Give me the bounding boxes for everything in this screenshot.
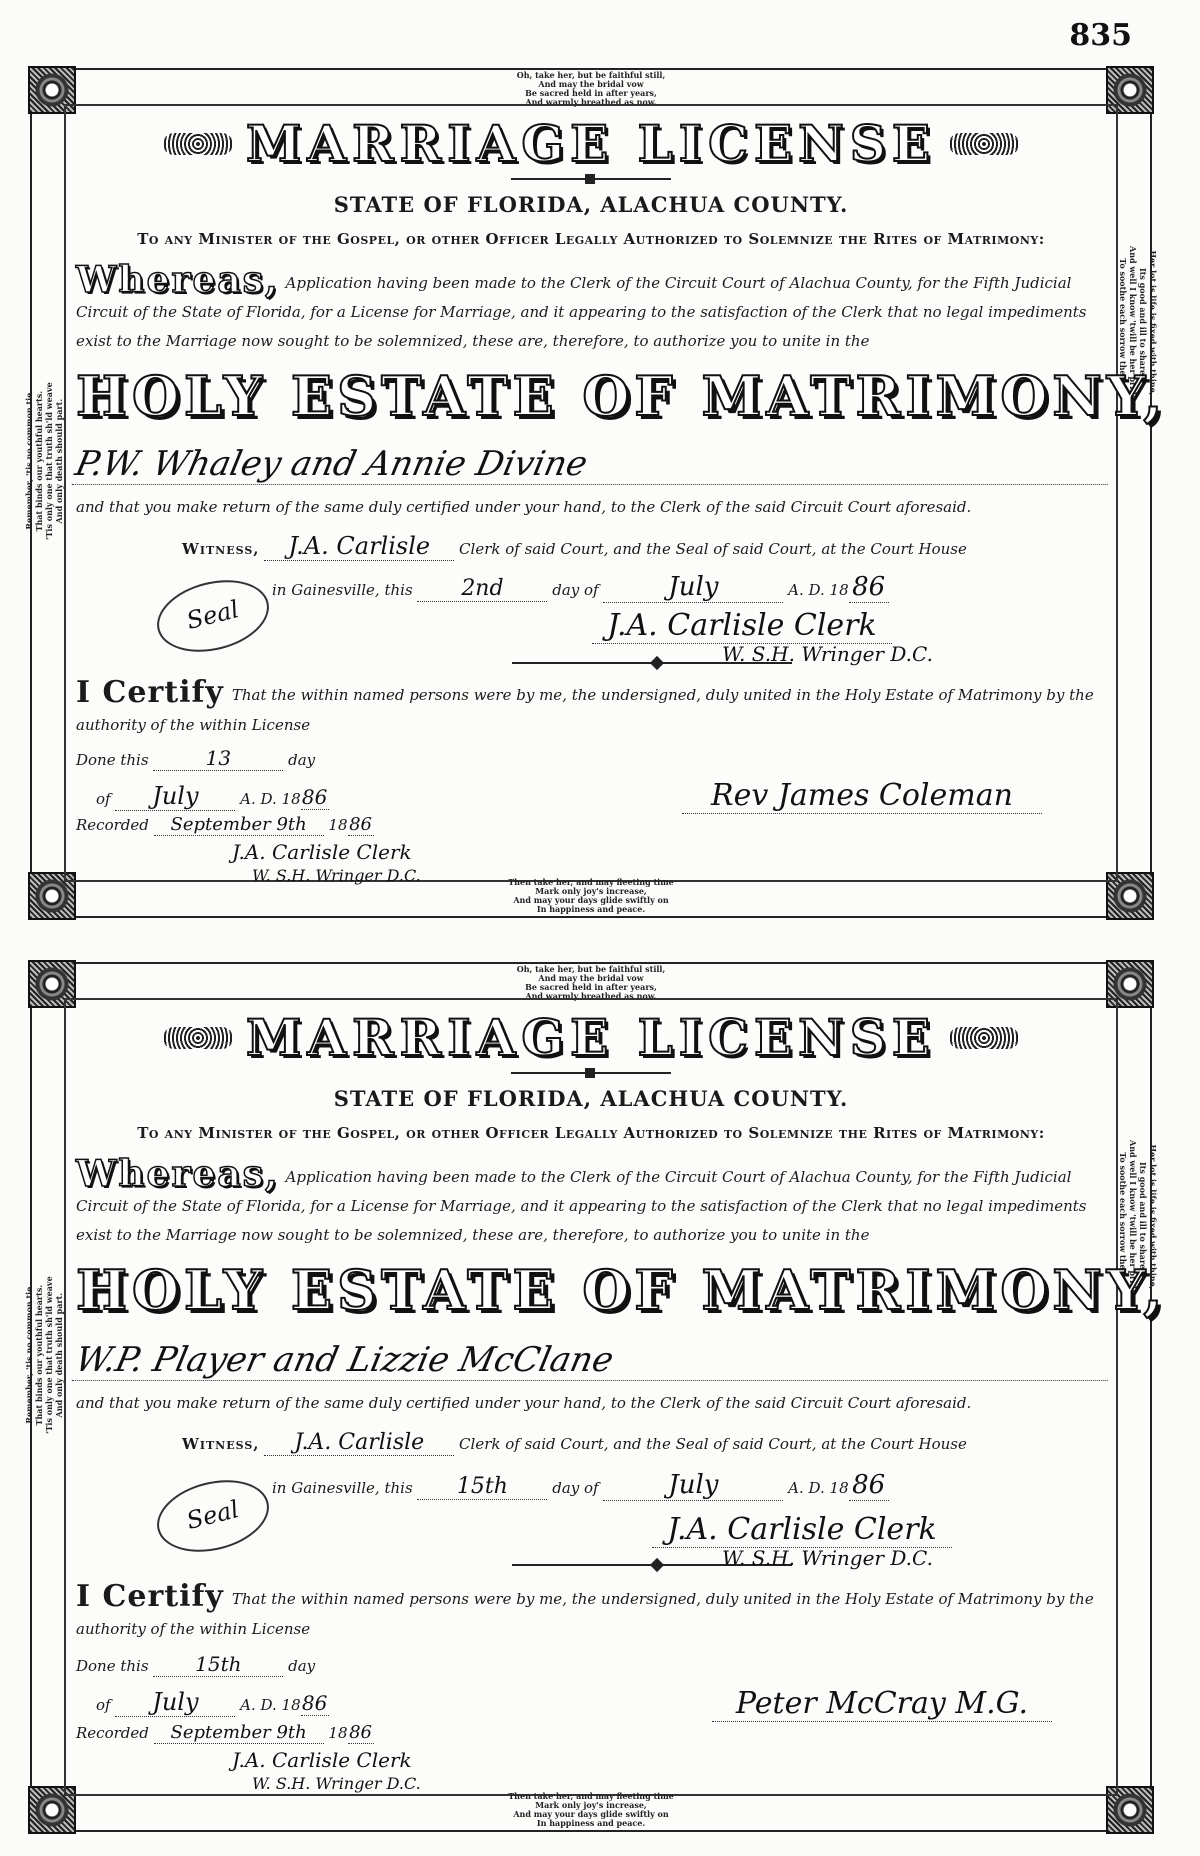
done-label: Done this xyxy=(76,751,149,769)
month-value: July xyxy=(603,1470,783,1501)
recorded-year: 86 xyxy=(349,1722,372,1743)
certify-text: That the within named persons were by me, the undersigned, duly united in the Holy Estate of Matrimony by the authority of the within License xyxy=(76,1590,1094,1638)
return-text: and that you make return of the same duly certified under your hand, to the Clerk of the said Circuit Court aforesaid. xyxy=(76,1394,972,1412)
certify-paragraph xyxy=(76,675,1112,740)
certify-heading: I Certify xyxy=(76,675,224,710)
year-value: 86 xyxy=(849,572,889,603)
certify-text: That the within named persons were by me, the undersigned, duly united in the Holy Estate of Matrimony by the authority of the within License xyxy=(76,686,1094,734)
ad-label: A. D. 18 xyxy=(788,1479,849,1497)
marriage-license xyxy=(24,962,1168,1832)
verse-left: Remember, 'tis no common tie That binds our youthful hearts. 'Tis only one that truth sh'ld weave And only death should part. xyxy=(24,382,64,540)
recorded-label: Recorded xyxy=(76,1724,149,1742)
whereas-heading: Whereas, xyxy=(76,259,280,301)
recorded-label: Recorded xyxy=(76,816,149,834)
recorded-date: September 9th xyxy=(154,1722,324,1744)
court-seal: Seal xyxy=(149,569,276,663)
day-value: 15th xyxy=(417,1474,547,1500)
verse-bottom: Then take her, and may fleeting time Mark only joy's increase, And may your days glide swiftly on In happiness and peace. xyxy=(508,877,674,914)
title-row xyxy=(32,1008,1150,1067)
witness-label: Witness, xyxy=(182,540,260,558)
recorded-row xyxy=(76,1722,374,1744)
done-day: 15th xyxy=(153,1652,283,1677)
witness-row xyxy=(182,532,1112,561)
of-row xyxy=(96,1688,329,1717)
scroll-ornament-icon xyxy=(163,133,233,155)
court-seal: Seal xyxy=(149,1469,276,1563)
officiant-signature: Peter McCray M.G. xyxy=(712,1686,1052,1722)
done-day: 13 xyxy=(153,746,283,771)
done-row xyxy=(76,746,315,771)
done-year: 86 xyxy=(301,1691,328,1715)
deputy-signature: W. S.H. Wringer D.C. xyxy=(722,642,933,666)
title-divider xyxy=(511,178,671,180)
witness-signature: J.A. Carlisle xyxy=(264,1430,454,1456)
title-divider xyxy=(511,1072,671,1074)
recorded-year-prefix: 18 xyxy=(328,816,348,834)
in-city-label: in Gainesville, this xyxy=(272,581,413,599)
done-month: July xyxy=(115,1688,235,1717)
day-value: 2nd xyxy=(417,576,547,602)
month-value: July xyxy=(603,572,783,603)
day-of-label: day of xyxy=(552,1479,599,1497)
done-ad-label: A. D. 18 xyxy=(240,1696,301,1714)
holy-estate-heading: HOLY ESTATE OF MATRIMONY, xyxy=(76,364,1168,428)
day-word: day xyxy=(288,1657,316,1675)
scroll-ornament-icon xyxy=(163,1027,233,1049)
day-word: day xyxy=(288,751,316,769)
done-month: July xyxy=(115,782,235,811)
return-text: and that you make return of the same duly certified under your hand, to the Clerk of the said Circuit Court aforesaid. xyxy=(76,498,972,516)
marriage-license xyxy=(24,68,1168,918)
recorded-deputy-signature: W. S.H. Wringer D.C. xyxy=(252,866,421,885)
done-year: 86 xyxy=(301,785,328,809)
recorded-clerk-signature: J.A. Carlisle Clerk xyxy=(232,840,412,864)
recorded-row xyxy=(76,814,374,836)
recorded-year-prefix: 18 xyxy=(328,1724,348,1742)
of-label: of xyxy=(96,1696,111,1714)
clerk-signature: J.A. Carlisle Clerk xyxy=(652,1512,952,1548)
verse-top: Oh, take her, but be faithful still, And may the bridal vow Be sacred held in after years, And warmly breathed as now. xyxy=(516,964,666,1001)
whereas-text: Application having been made to the Clerk of the Circuit Court of Alachua County, for the Fifth Judicial Circuit of the State of Florida, for a License for Marriage, and it appearing to the satisfaction of the Clerk that no legal impediments exist to the Marriage now sought to be solemnized, these are, therefore, to authorize you to unite in the xyxy=(76,1168,1087,1244)
recorded-date: September 9th xyxy=(154,814,324,836)
deputy-signature: W. S.H. Wringer D.C. xyxy=(722,1546,933,1570)
year-value: 86 xyxy=(849,1470,889,1501)
ad-label: A. D. 18 xyxy=(788,581,849,599)
witness-text: Clerk of said Court, and the Seal of said Court, at the Court House xyxy=(459,540,967,558)
couple-names: P.W. Whaley and Annie Divine xyxy=(72,444,1117,485)
date-row xyxy=(272,572,1112,603)
in-city-label: in Gainesville, this xyxy=(272,1479,413,1497)
certify-paragraph xyxy=(76,1579,1112,1644)
date-row xyxy=(272,1470,1112,1501)
state-county: STATE OF FLORIDA, ALACHUA COUNTY. xyxy=(333,192,849,217)
done-row xyxy=(76,1652,315,1677)
holy-estate-heading: HOLY ESTATE OF MATRIMONY, xyxy=(76,1258,1168,1322)
recorded-year: 86 xyxy=(349,814,372,835)
officiant-signature: Rev James Coleman xyxy=(682,778,1042,814)
whereas-paragraph xyxy=(76,1153,1112,1250)
page-number: 835 xyxy=(1069,18,1132,53)
verse-right: Her lot is life is fixed with thine, Its good and ill to share, And well I know 'twill be her pride To soothe each sorrow there. xyxy=(1118,1140,1158,1294)
witness-label: Witness, xyxy=(182,1435,260,1453)
scroll-ornament-icon xyxy=(949,1027,1019,1049)
address-line: To any Minister of the Gospel, or other Officer Legally Authorized to Solemnize the Rites of Matrimony: xyxy=(137,1124,1045,1142)
title-row xyxy=(32,114,1150,173)
done-ad-label: A. D. 18 xyxy=(240,790,301,808)
whereas-heading: Whereas, xyxy=(76,1153,280,1195)
whereas-paragraph xyxy=(76,259,1112,356)
couple-names: W.P. Player and Lizzie McClane xyxy=(72,1340,1117,1381)
verse-left: Remember, 'tis no common tie That binds our youthful hearts. 'Tis only one that truth sh'ld weave And only death should part. xyxy=(24,1276,64,1434)
address-line: To any Minister of the Gospel, or other Officer Legally Authorized to Solemnize the Rites of Matrimony: xyxy=(137,230,1045,248)
state-county: STATE OF FLORIDA, ALACHUA COUNTY. xyxy=(333,1086,849,1111)
certify-heading: I Certify xyxy=(76,1579,224,1614)
license-title: MARRIAGE LICENSE xyxy=(245,114,937,173)
done-label: Done this xyxy=(76,1657,149,1675)
day-of-label: day of xyxy=(552,581,599,599)
recorded-clerk-signature: J.A. Carlisle Clerk xyxy=(232,1748,412,1772)
recorded-deputy-signature: W. S.H. Wringer D.C. xyxy=(252,1774,421,1793)
verse-top: Oh, take her, but be faithful still, And may the bridal vow Be sacred held in after years, And warmly breathed as now. xyxy=(516,70,666,107)
witness-signature: J.A. Carlisle xyxy=(264,532,454,561)
verse-right: Her lot is life is fixed with thine, Its good and ill to share, And well I know 'twill be her pride To soothe each sorrow there. xyxy=(1118,246,1158,400)
whereas-text: Application having been made to the Clerk of the Circuit Court of Alachua County, for the Fifth Judicial Circuit of the State of Florida, for a License for Marriage, and it appearing to the satisfaction of the Clerk that no legal impediments exist to the Marriage now sought to be solemnized, these are, therefore, to authorize you to unite in the xyxy=(76,274,1087,350)
witness-row xyxy=(182,1430,1112,1456)
of-row xyxy=(96,782,329,811)
witness-text: Clerk of said Court, and the Seal of said Court, at the Court House xyxy=(459,1435,967,1453)
of-label: of xyxy=(96,790,111,808)
scroll-ornament-icon xyxy=(949,133,1019,155)
verse-bottom: Then take her, and may fleeting time Mark only joy's increase, And may your days glide swiftly on In happiness and peace. xyxy=(508,1791,674,1828)
clerk-signature: J.A. Carlisle Clerk xyxy=(592,608,892,644)
license-title: MARRIAGE LICENSE xyxy=(245,1008,937,1067)
